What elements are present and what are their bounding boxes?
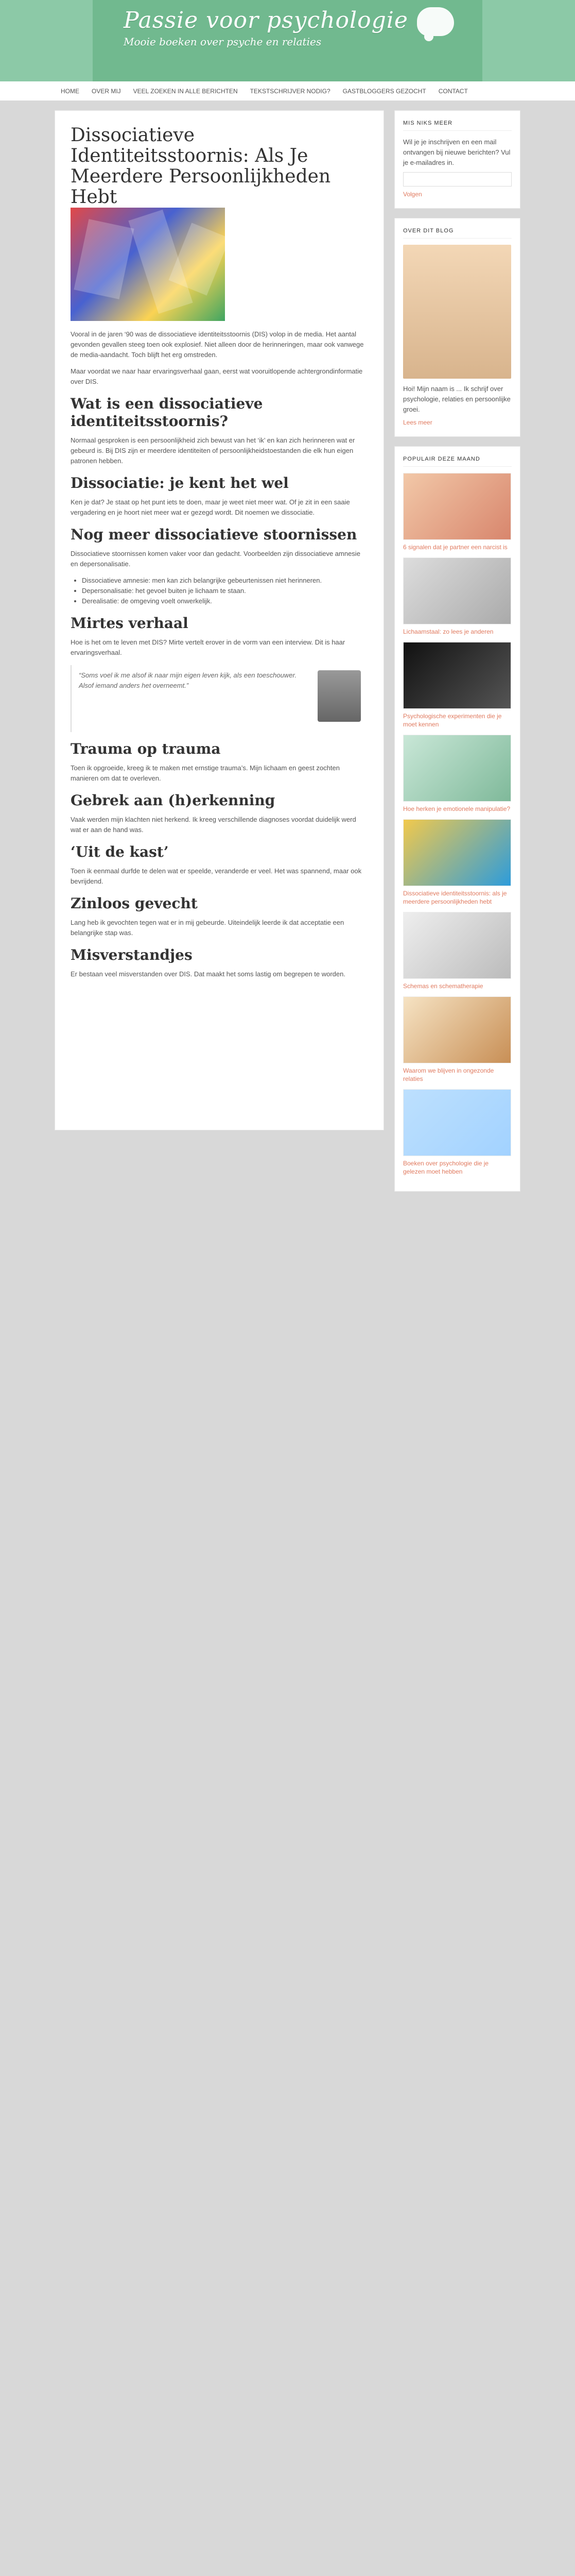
main-nav <box>0 81 575 101</box>
section-heading-3: Nog meer dissociatieve stoornissen <box>71 526 357 543</box>
section-text-4: Hoe is het om te leven met DIS? Mirte vertelt erover in de vorm van een interview. Dit is haar ervaringsverhaal. <box>71 638 345 656</box>
popular-title: POPULAIR DEZE MAAND <box>403 456 512 467</box>
intro-paragraph-1: Vooral in de jaren ‘90 was de dissociatieve identiteitsstoornis (DIS) volop in de media. Het aantal gevonden gevallen steeg toen ook explosief. Niet alleen door de herinneringen, maar ook vanwege de media-aandacht. Toch blijft het erg omstreden. <box>71 330 364 359</box>
sidebar <box>394 110 520 1201</box>
section-text-1: Normaal gesproken is een persoonlijkheid zich bewust van het ‘ik’ en kan zich herinneren wat er gebeurd is. Bij DIS zijn er meerdere identiteiten of persoonlijkheidstoestanden die elk hun eigen patronen hebben. <box>71 436 355 465</box>
popular-item[interactable] <box>403 996 512 1083</box>
section-text-2: Ken je dat? Je staat op het punt iets te doen, maar je weet niet meer wat. Of je zit in een saaie vergadering en je hoort niet meer wat er gezegd wordt. Dit noemen we dissociatie. <box>71 498 350 516</box>
popular-item[interactable] <box>403 557 512 636</box>
popular-item-title[interactable]: Boeken over psychologie die je gelezen moet hebben <box>403 1160 489 1175</box>
popular-thumb <box>403 996 511 1063</box>
section-text-8: Lang heb ik gevochten tegen wat er in mij gebeurde. Uiteindelijk leerde ik dat acceptatie een belangrijke stap was. <box>71 919 344 937</box>
quote-block <box>71 665 368 732</box>
nav-search-all[interactable]: VEEL ZOEKEN IN ALLE BERICHTEN <box>133 88 238 95</box>
subscribe-widget <box>394 110 520 209</box>
popular-item-title[interactable]: Dissociatieve identiteitsstoornis: als je meerdere persoonlijkheden hebt <box>403 890 507 905</box>
popular-item[interactable] <box>403 1089 512 1176</box>
popular-thumb <box>403 819 511 886</box>
nav-inner <box>55 81 520 101</box>
popular-item-title[interactable]: Hoe herken je emotionele manipulatie? <box>403 805 511 812</box>
popular-item[interactable] <box>403 819 512 906</box>
dissociation-list <box>82 575 368 606</box>
popular-thumb <box>403 473 511 540</box>
email-field[interactable] <box>403 172 512 187</box>
site-header <box>0 0 575 81</box>
section-text-9: Er bestaan veel misverstanden over DIS. Dat maakt het soms lastig om begrepen te worden. <box>71 970 345 978</box>
subscribe-text: Wil je je inschrijven en een mail ontvangen bij nieuwe berichten? Vul je e-mailadres in. <box>403 138 511 166</box>
section-heading-4: Mirtes verhaal <box>71 615 188 632</box>
section-heading-2: Dissociatie: je kent het wel <box>71 474 289 492</box>
follow-button[interactable]: Volgen <box>403 191 422 198</box>
read-more-link[interactable]: Lees meer <box>403 419 432 426</box>
about-title: OVER DIT BLOG <box>403 228 512 239</box>
about-widget <box>394 218 520 437</box>
section-text-6: Vaak werden mijn klachten niet herkend. Ik kreeg verschillende diagnoses voordat duidelijk werd wat er aan de hand was. <box>71 816 356 834</box>
section-heading-8: Zinloos gevecht <box>71 895 198 912</box>
content-wrap <box>55 110 520 1201</box>
section-heading-7: ‘Uit de kast’ <box>71 843 169 860</box>
popular-item[interactable] <box>403 473 512 551</box>
popular-item-title[interactable]: Psychologische experimenten die je moet kennen <box>403 713 502 728</box>
section-heading-9: Misverstandjes <box>71 946 193 963</box>
popular-item[interactable] <box>403 642 512 728</box>
popular-item-title[interactable]: Waarom we blijven in ongezonde relaties <box>403 1067 494 1082</box>
author-portrait <box>318 670 361 722</box>
popular-item-title[interactable]: 6 signalen dat je partner een narcist is <box>403 544 508 551</box>
site-logo[interactable] <box>124 7 408 48</box>
popular-item-title[interactable]: Schemas en schematherapie <box>403 982 483 990</box>
article-bottom-space <box>71 986 368 1109</box>
nav-tekstschrijver[interactable]: TEKSTSCHRIJVER NODIG? <box>250 88 330 95</box>
section-heading-1: Wat is een dissociatieve identiteitsstoornis? <box>71 395 263 430</box>
popular-thumb <box>403 557 511 624</box>
list-item: • Depersonalisatie: het gevoel buiten je lichaam te staan. <box>82 586 368 596</box>
list-item: • Derealisatie: de omgeving voelt onwerkelijk. <box>82 596 368 606</box>
popular-thumb <box>403 912 511 979</box>
logo-tagline: Mooie boeken over psyche en relaties <box>124 36 322 48</box>
subscribe-title: MIS NIKS MEER <box>403 120 512 131</box>
nav-over-mij[interactable]: OVER MIJ <box>92 88 121 95</box>
section-heading-5: Trauma op trauma <box>71 740 221 757</box>
nav-contact[interactable]: CONTACT <box>438 88 468 95</box>
logo-title: Passie voor psychologie <box>124 7 408 33</box>
section-heading-6: Gebrek aan (h)erkenning <box>71 792 275 809</box>
nav-home[interactable]: HOME <box>61 88 79 95</box>
list-item: • Dissociatieve amnesie: men kan zich belangrijke gebeurtenissen niet herinneren. <box>82 575 368 586</box>
author-photo <box>403 245 511 379</box>
nav-gastbloggers[interactable]: GASTBLOGGERS GEZOCHT <box>342 88 426 95</box>
article-title: Dissociatieve Identiteitsstoornis: Als Je Meerdere Persoonlijkheden Hebt <box>71 125 331 208</box>
popular-thumb <box>403 1089 511 1156</box>
popular-thumb <box>403 735 511 802</box>
popular-item-title[interactable]: Lichaamstaal: zo lees je anderen <box>403 628 494 635</box>
article-hero-image <box>71 208 225 321</box>
popular-item[interactable] <box>403 735 512 813</box>
brain-bubble-icon <box>417 7 454 36</box>
section-text-7: Toen ik eenmaal durfde te delen wat er speelde, veranderde er veel. Het was spannend, maar ook bevrijdend. <box>71 867 362 885</box>
popular-item[interactable] <box>403 912 512 990</box>
section-text-5: Toen ik opgroeide, kreeg ik te maken met ernstige trauma’s. Mijn lichaam en geest zochten manieren om dat te overleven. <box>71 764 340 782</box>
section-text-3: Dissociatieve stoornissen komen vaker voor dan gedacht. Voorbeelden zijn dissociatieve amnesie en depersonalisatie. <box>71 550 360 568</box>
popular-thumb <box>403 642 511 709</box>
article <box>55 110 384 1130</box>
about-text: Hoi! Mijn naam is ... Ik schrijf over psychologie, relaties en persoonlijke groei. <box>403 385 511 413</box>
quote-text: “Soms voel ik me alsof ik naar mijn eigen leven kijk, als een toeschouwer. Alsof iemand anders het overneemt.” <box>79 671 297 689</box>
intro-paragraph-2: Maar voordat we naar haar ervaringsverhaal gaan, eerst wat vooruitlopende achtergrondinformatie over DIS. <box>71 367 363 385</box>
popular-widget <box>394 446 520 1192</box>
